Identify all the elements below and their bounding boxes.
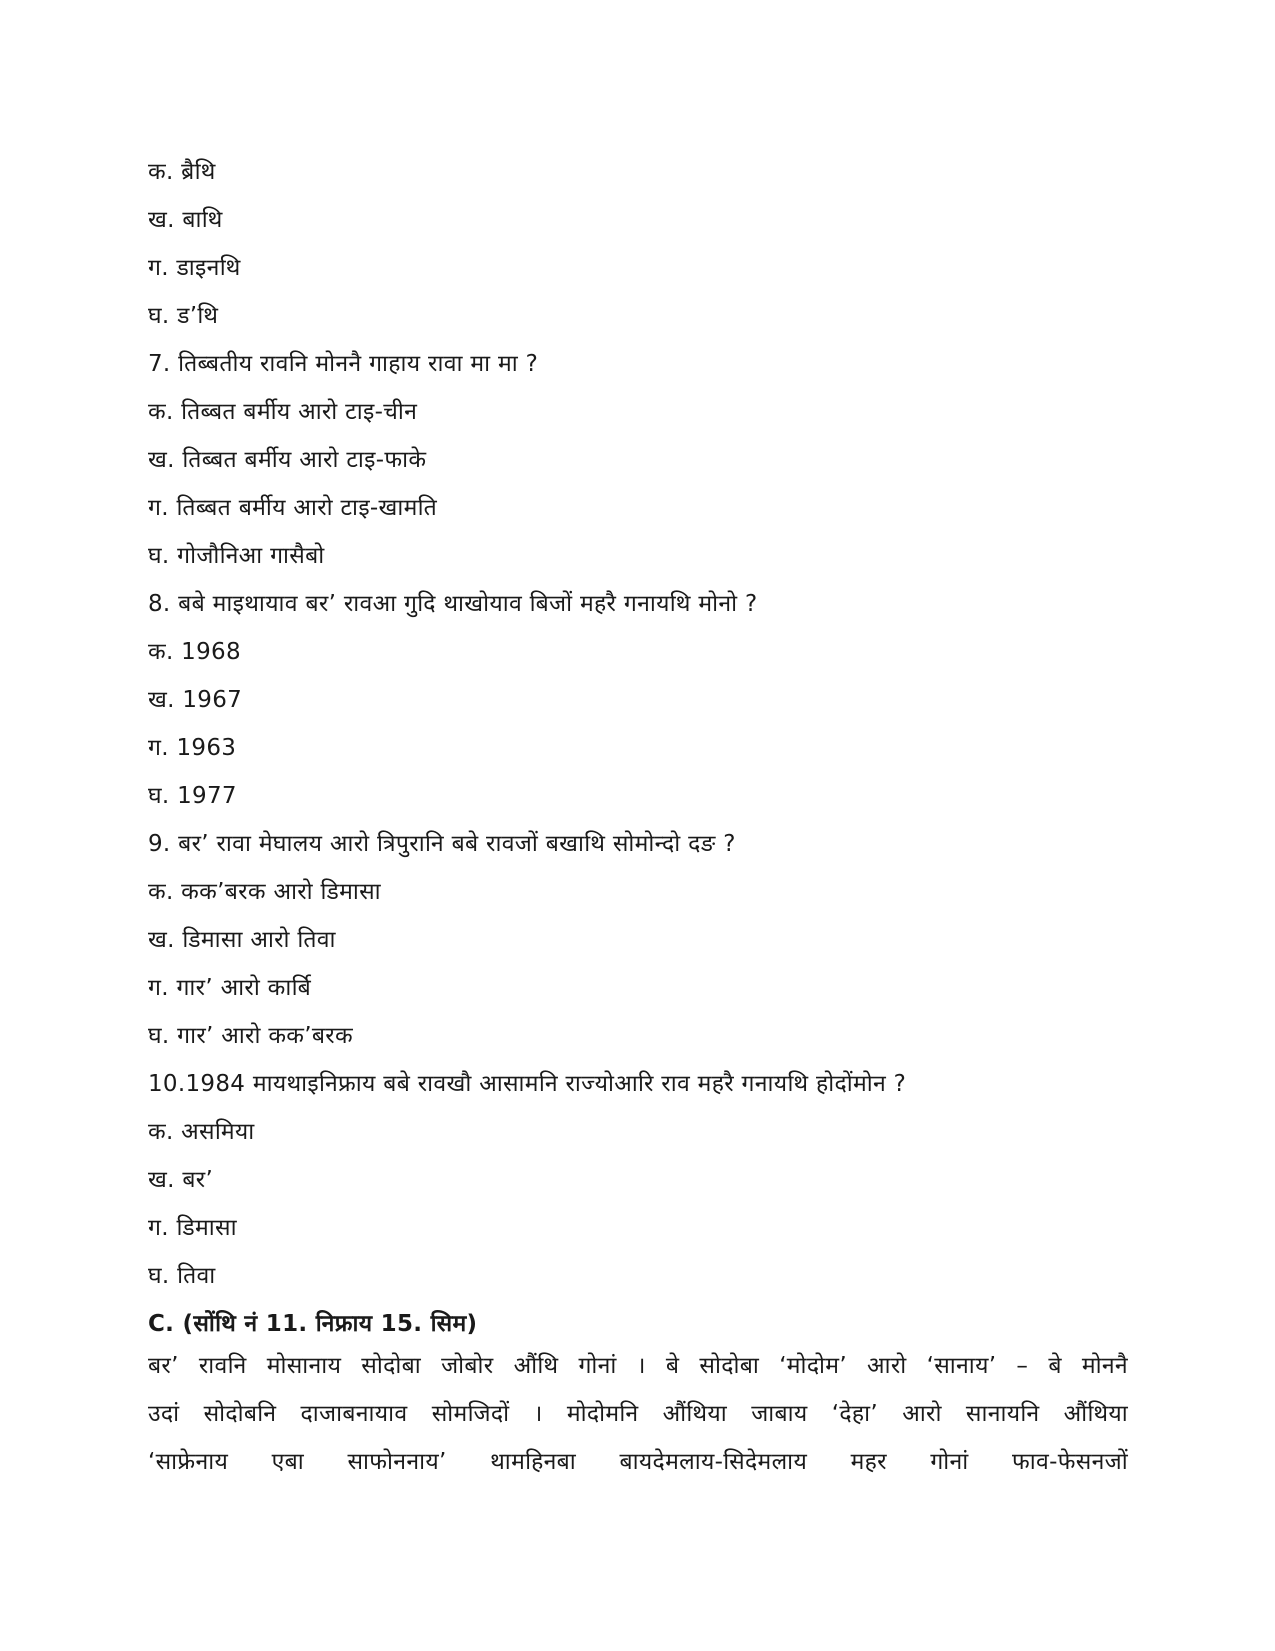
option-line: ग. 1963 (148, 735, 237, 761)
option-line: ख. तिब्बत बर्मीय आरो टाइ-फाके (148, 447, 427, 473)
option-line: ग. डिमासा (148, 1215, 237, 1241)
question-line: 7. तिब्बतीय रावनि मोननै गाहाय रावा मा मा ? (148, 351, 539, 377)
question-line: 8. बबे माइथायाव बर’ रावआ गुदि थाखोयाव बिजों महरै गनायथि मोनो ? (148, 591, 758, 617)
option-line: ख. डिमासा आरो तिवा (148, 927, 336, 953)
paragraph-line: ‘साफ्रेनाय एबा साफोननाय’ थामहिनबा बायदेमलाय-सिदेमलाय महर गोनां फाव-फेसनजों (148, 1449, 1128, 1475)
option-line: क. 1968 (148, 639, 241, 665)
option-line: घ. 1977 (148, 783, 237, 809)
passage-paragraph (148, 1342, 1128, 1486)
option-line: घ. तिवा (148, 1263, 216, 1289)
option-line: ख. 1967 (148, 687, 243, 713)
paragraph-line: उदां सोदोबनि दाजाबनायाव सोमजिदों । मोदोमनि औंथिया जाबाय ‘देहा’ आरो सानायनि औंथिया (148, 1401, 1128, 1427)
section-heading: C. (सोंथि नं 11. निफ्राय 15. सिम) (148, 1311, 478, 1337)
question-line: 10.1984 मायथाइनिफ्राय बबे रावखौ आसामनि राज्योआरि राव महरै गनायथि होदोंमोन ? (148, 1071, 907, 1097)
option-line: ग. गार’ आरो कार्बि (148, 975, 311, 1001)
option-line: क. कक’बरक आरो डिमासा (148, 879, 381, 905)
option-line: ख. बर’ (148, 1167, 214, 1193)
option-line: क. ब्रैथि (148, 159, 216, 185)
option-line: ग. डाइनथि (148, 255, 241, 281)
option-line: घ. गोजौनिआ गासैबो (148, 543, 325, 569)
option-line: क. तिब्बत बर्मीय आरो टाइ-चीन (148, 399, 418, 425)
question-line: 9. बर’ रावा मेघालय आरो त्रिपुरानि बबे रावजों बखाथि सोमोन्दो दङ ? (148, 831, 736, 857)
option-line: क. असमिया (148, 1119, 255, 1145)
option-line: ख. बाथि (148, 207, 223, 233)
paragraph-line: बर’ रावनि मोसानाय सोदोबा जोबोर औंथि गोनां । बे सोदोबा ‘मोदोम’ आरो ‘सानाय’ – बे मोननै (148, 1353, 1128, 1379)
option-line: घ. ड’थि (148, 303, 219, 329)
question-list (148, 148, 1128, 1348)
option-line: घ. गार’ आरो कक’बरक (148, 1023, 353, 1049)
option-line: ग. तिब्बत बर्मीय आरो टाइ-खामति (148, 495, 437, 521)
